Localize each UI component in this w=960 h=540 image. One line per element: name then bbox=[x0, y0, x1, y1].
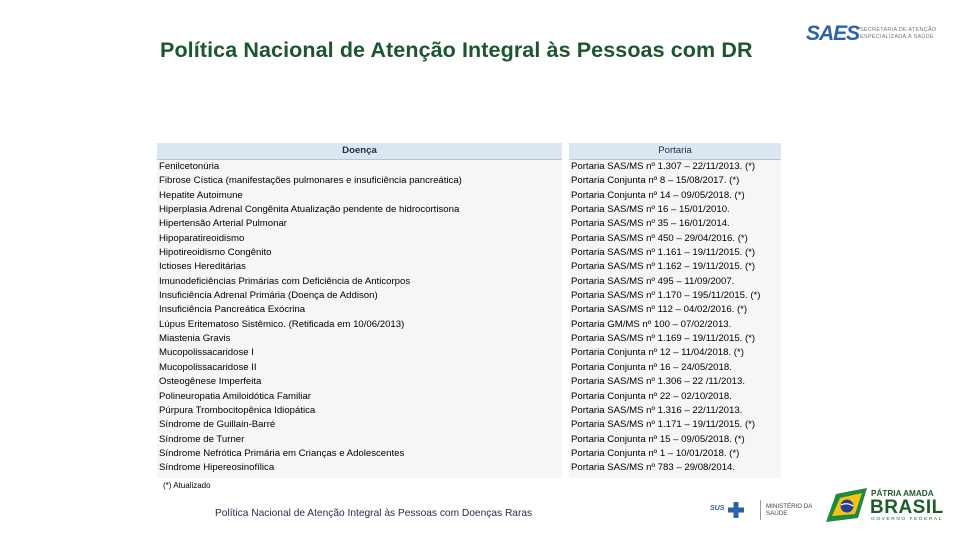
doenca-cell: Púrpura Trombocitopênica Idiopática bbox=[159, 404, 316, 416]
governo-brasil-logo bbox=[826, 488, 952, 524]
ministerio-line2: SAÚDE bbox=[766, 510, 788, 517]
doenca-rows bbox=[157, 160, 562, 476]
portaria-cell: Portaria SAS/MS nº 112 – 04/02/2016. (*) bbox=[571, 304, 748, 316]
patria-amada-label: PÁTRIA AMADA bbox=[871, 489, 934, 498]
portaria-cell: Portaria Conjunta nº 8 – 15/08/2017. (*) bbox=[571, 175, 740, 187]
portaria-cell: Portaria Conjunta nº 15 – 09/05/2018. (*) bbox=[571, 433, 745, 445]
sus-logo bbox=[710, 502, 746, 518]
portaria-cell: Portaria Conjunta nº 12 – 11/04/2018. (*) bbox=[571, 347, 744, 359]
footer-text: Política Nacional de Atenção Integral às Pessoas com Doenças Raras bbox=[215, 508, 533, 519]
saes-logo bbox=[806, 22, 946, 50]
portaria-cell: Portaria SAS/MS nº 1.171 – 19/11/2015. (*) bbox=[571, 419, 756, 431]
saes-logo-text bbox=[860, 27, 936, 41]
portaria-cell: Portaria SAS/MS nº 450 – 29/04/2016. (*) bbox=[571, 232, 748, 244]
doenca-cell: Hipotireoidismo Congênito bbox=[159, 247, 272, 259]
doenca-cell: Mucopolissacaridose I bbox=[159, 347, 254, 359]
doenca-cell: Insuficiência Adrenal Primária (Doença de Addison) bbox=[159, 290, 378, 302]
portaria-cell: Portaria Conjunta nº 14 – 09/05/2018. (*) bbox=[571, 189, 745, 201]
portaria-cell: Portaria Conjunta nº 16 – 24/05/2018. bbox=[571, 361, 732, 373]
doenca-cell: Fenilcetonúria bbox=[159, 161, 220, 172]
ministerio-logo bbox=[766, 503, 812, 517]
portaria-cell: Portaria Conjunta nº 1 – 10/01/2018. (*) bbox=[571, 447, 740, 459]
doenca-cell: Hiperplasia Adrenal Congênita Atualização pendente de hidrocortisona bbox=[159, 204, 460, 216]
portaria-cell: Portaria SAS/MS nº 495 – 11/09/2007. bbox=[571, 275, 735, 287]
portaria-cell: Portaria SAS/MS nº 783 – 29/08/2014. bbox=[571, 462, 736, 474]
governo-federal-label: GOVERNO FEDERAL bbox=[871, 517, 943, 522]
doenca-cell: Síndrome de Turner bbox=[159, 433, 245, 445]
disease-table bbox=[157, 143, 781, 478]
portaria-cell: Portaria SAS/MS nº 16 – 15/01/2010. bbox=[571, 204, 730, 216]
doenca-cell: Ictioses Hereditárias bbox=[159, 261, 246, 273]
saes-logo-mark: SAES bbox=[806, 22, 860, 45]
portaria-cell: Portaria Conjunta nº 22 – 02/10/2018. bbox=[571, 390, 732, 402]
doenca-column bbox=[157, 143, 562, 478]
portaria-cell: Portaria SAS/MS nº 1.316 – 22/11/2013. bbox=[571, 404, 743, 416]
logo-divider bbox=[760, 500, 761, 520]
sus-label: SUS bbox=[710, 505, 725, 512]
doenca-cell: Miastenia Gravis bbox=[159, 333, 231, 345]
doenca-cell: Hipertensão Arterial Pulmonar bbox=[159, 218, 287, 230]
ministerio-line1: MINISTÉRIO DA bbox=[766, 503, 813, 510]
doenca-cell: Síndrome Hipereosinofílica bbox=[159, 462, 275, 474]
doenca-cell: Imunodeficiências Primárias com Deficiência de Anticorpos bbox=[159, 275, 411, 287]
brazil-flag-icon bbox=[826, 488, 867, 524]
portaria-column bbox=[569, 143, 781, 478]
portaria-cell: Portaria SAS/MS nº 1.162 – 19/11/2015. (*) bbox=[571, 261, 756, 273]
doenca-cell: Polineuropatia Amiloidótica Familiar bbox=[159, 390, 311, 402]
doenca-cell: Síndrome Nefrótica Primária em Crianças e Adolescentes bbox=[159, 447, 405, 459]
brasil-label: BRASIL bbox=[870, 497, 944, 518]
portaria-cell: Portaria SAS/MS nº 1.169 – 19/11/2015. (*) bbox=[571, 333, 756, 345]
portaria-cell: Portaria GM/MS nº 100 – 07/02/2013. bbox=[571, 318, 732, 330]
portaria-cell: Portaria SAS/MS nº 1.307 – 22/11/2013. (*) bbox=[571, 161, 756, 172]
doenca-cell: Osteogênese Imperfeita bbox=[159, 376, 262, 388]
slide-title: Política Nacional de Atenção Integral às Pessoas com DR bbox=[160, 38, 753, 62]
doenca-cell: Lúpus Eritematoso Sistêmico. (Retificada em 10/06/2013) bbox=[159, 318, 405, 330]
doenca-cell: Fibrose Cística (manifestações pulmonares e insuficiência pancreática) bbox=[159, 175, 462, 187]
doenca-cell: Síndrome de Guillain-Barré bbox=[159, 419, 276, 431]
doenca-cell: Mucopolissacaridose II bbox=[159, 361, 257, 373]
portaria-cell: Portaria SAS/MS nº 1.161 – 19/11/2015. (*) bbox=[571, 247, 756, 259]
portaria-cell: Portaria SAS/MS nº 1.170 – 195/11/2015. (*) bbox=[571, 290, 761, 302]
doenca-header: Doença bbox=[157, 143, 562, 160]
updated-note: (*) Atualizado bbox=[163, 481, 211, 490]
saes-logo-line1: SECRETARIA DE ATENÇÃO bbox=[860, 27, 937, 33]
doenca-cell: Insuficiência Pancreática Exócrina bbox=[159, 304, 306, 316]
doenca-cell: Hipoparatireoidismo bbox=[159, 232, 245, 244]
doenca-cell: Hepatite Autoimune bbox=[159, 189, 243, 201]
portaria-rows bbox=[569, 160, 781, 476]
saes-logo-line2: ESPECIALIZADA À SAÚDE bbox=[860, 34, 934, 40]
portaria-cell: Portaria SAS/MS nº 35 – 16/01/2014. bbox=[571, 218, 730, 230]
sus-cross-icon bbox=[728, 502, 744, 518]
portaria-header: Portaria bbox=[569, 143, 781, 160]
portaria-cell: Portaria SAS/MS nº 1.306 – 22 /11/2013. bbox=[571, 376, 745, 388]
